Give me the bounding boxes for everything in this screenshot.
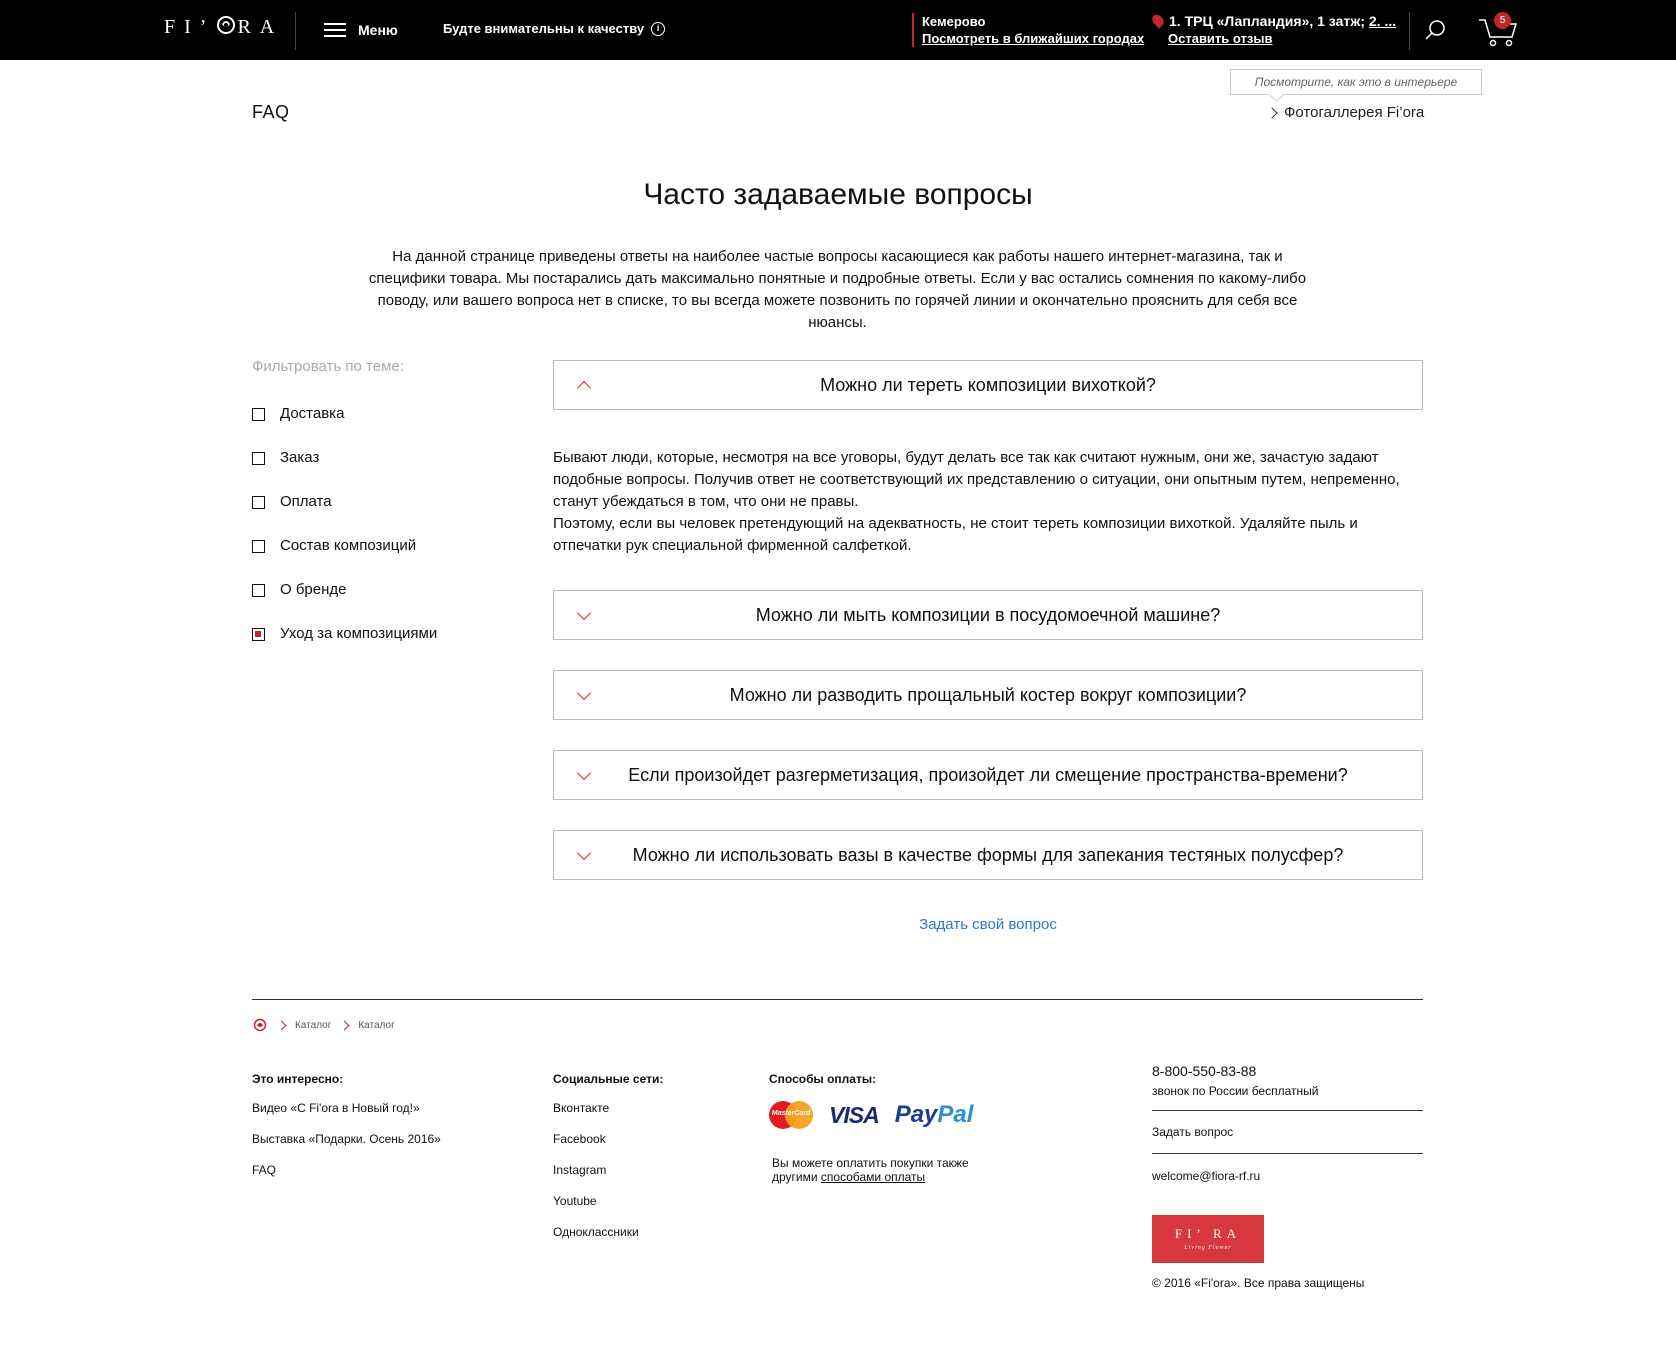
review-link[interactable]: Оставить отзыв — [1168, 31, 1273, 46]
footer-divider — [252, 999, 1423, 1000]
quality-label: Будте внимательны к качеству — [443, 21, 645, 36]
chevron-right-icon — [1266, 107, 1277, 118]
filter-item-order[interactable] — [252, 449, 437, 493]
store-block — [1153, 13, 1396, 47]
checkbox-checked[interactable] — [252, 628, 265, 641]
header-divider — [1409, 12, 1410, 50]
footer-contacts — [1152, 1063, 1423, 1290]
store-address: 1. ТРЦ «Лапландия», 1 затж; — [1169, 13, 1369, 29]
menu-button[interactable] — [324, 20, 398, 40]
answer-paragraph: Поэтому, если вы человек претендующий на адекватность, не стоит тереть композиции вихоткой. Удаляйте пыль и отпечатки рук специальной фирменной салфеткой. — [553, 515, 1358, 554]
payment-note: Вы можете оплатить покупки также другими способами оплаты — [772, 1156, 969, 1184]
phone-number[interactable]: 8-800-550-83-88 — [1152, 1063, 1257, 1079]
chevron-right-icon — [277, 1020, 287, 1030]
filter-label: Доставка — [280, 405, 345, 422]
gallery-link[interactable] — [1268, 104, 1424, 121]
checkbox[interactable] — [252, 408, 265, 421]
payment-methods-link[interactable]: способами оплаты — [820, 1170, 926, 1184]
question-text: Можно ли тереть композиции вихоткой? — [820, 374, 1156, 395]
footer-heading: Это интересно: — [252, 1072, 344, 1086]
question-text: Если произойдет разгерметизация, произойдет ли смещение пространства-времени? — [628, 764, 1348, 785]
visa-logo: VISA — [829, 1101, 879, 1128]
checkbox[interactable] — [252, 584, 265, 597]
question-text: Можно ли использовать вазы в качестве формы для запекания тестяных полусфер? — [632, 844, 1344, 865]
footer-payment — [769, 1072, 973, 1184]
filter-item-composition[interactable] — [252, 537, 437, 581]
faq-question[interactable] — [553, 360, 1423, 410]
filter-label: Заказ — [280, 449, 320, 466]
footer-logo[interactable]: FI’ RA Living Flower — [1152, 1215, 1264, 1263]
info-icon[interactable]: i — [651, 22, 665, 36]
filter-item-brand[interactable] — [252, 581, 437, 625]
hamburger-icon — [324, 23, 346, 37]
filter-label: Состав композиций — [280, 537, 417, 554]
answer-paragraph: Бывают люди, которые, несмотря на все уговоры, будут делать все так как считают нужным, они же, зачастую задают подобные вопросы. Получив ответ не соответствующий их представлению о ситуации, они опытным путем, непременно, станут убеждаться в том, что они не правы. — [553, 449, 1400, 510]
interior-tooltip: Посмотрите, как это в интерьере — [1230, 69, 1482, 95]
map-pin-icon — [1150, 12, 1166, 28]
footer-link[interactable]: Выставка «Подарки. Осень 2016» — [252, 1132, 441, 1146]
chevron-right-icon — [340, 1020, 350, 1030]
footer-ask-question[interactable]: Задать вопрос — [1152, 1111, 1423, 1154]
more-stores-link[interactable]: 2. ... — [1368, 13, 1397, 29]
payment-logos — [769, 1101, 973, 1129]
quality-notice[interactable] — [443, 21, 665, 36]
intro-text: На данной странице приведены ответы на наиболее частые вопросы касающиеся как работы нашего интернет-магазина, так и специфики товара. Мы постарались дать максимально понятные и подробные ответы. Если у вас остались сомнения по какому-либо поводу, или вашего вопроса нет в списке, то вы всегда можете позвонить по горячей линии и окончательно прояснить для себя все нюансы. — [368, 248, 1307, 331]
social-link-ok[interactable]: Одноклассники — [553, 1225, 639, 1239]
menu-label: Меню — [358, 22, 398, 38]
faq-question[interactable] — [553, 590, 1423, 640]
page-title: Часто задаваемые вопросы — [643, 178, 1033, 211]
social-link-vk[interactable]: Вконтакте — [553, 1101, 610, 1115]
footer-heading: Способы оплаты: — [769, 1072, 877, 1086]
ask-question-link[interactable]: Задать свой вопрос — [919, 916, 1057, 933]
rose-icon — [215, 14, 237, 36]
footer-breadcrumb — [252, 1018, 395, 1032]
nearby-cities-link[interactable]: Посмотреть в ближайших городах — [922, 31, 1145, 46]
city-name: Кемерово — [922, 14, 986, 29]
breadcrumb-link[interactable]: Каталог — [358, 1019, 395, 1031]
faq-answer — [553, 447, 1423, 557]
city-block — [912, 13, 1144, 47]
header-divider — [295, 12, 296, 50]
faq-question[interactable] — [553, 670, 1423, 720]
filter-item-payment[interactable] — [252, 493, 437, 537]
footer-link[interactable]: Видео «С Fi'ora в Новый год!» — [252, 1101, 420, 1115]
footer-interesting — [252, 1072, 441, 1194]
mastercard-logo: MasterCard — [769, 1101, 813, 1129]
home-rose-icon[interactable] — [252, 1018, 268, 1032]
checkbox[interactable] — [252, 540, 265, 553]
breadcrumb-link[interactable]: Каталог — [295, 1019, 332, 1031]
footer-heading: Социальные сети: — [553, 1072, 664, 1086]
social-link-youtube[interactable]: Youtube — [553, 1194, 597, 1208]
filter-title: Фильтровать по теме: — [252, 358, 404, 375]
search-icon[interactable] — [1424, 19, 1446, 41]
cart-count-badge: 5 — [1494, 12, 1511, 29]
copyright: © 2016 «Fi'ora». Все права защищены — [1152, 1276, 1365, 1290]
question-text: Можно ли мыть композиции в посудомоечной машине? — [755, 604, 1221, 625]
phone-note: звонок по России бесплатный — [1152, 1084, 1423, 1111]
email-link[interactable]: welcome@fiora-rf.ru — [1152, 1169, 1261, 1183]
filter-label: Уход за композициями — [280, 625, 438, 642]
social-link-instagram[interactable]: Instagram — [553, 1163, 607, 1177]
checkbox[interactable] — [252, 496, 265, 509]
filter-item-care[interactable] — [252, 625, 437, 669]
filter-list — [252, 405, 437, 669]
top-header — [0, 0, 1676, 60]
page-breadcrumb: FAQ — [252, 102, 290, 122]
filter-label: О бренде — [280, 581, 347, 598]
brand-logo[interactable]: FI’ RA — [164, 16, 284, 38]
filter-label: Оплата — [280, 493, 332, 510]
footer-social — [553, 1072, 663, 1256]
footer-link[interactable]: FAQ — [252, 1163, 277, 1177]
paypal-logo: PayPal — [894, 1101, 974, 1128]
faq-question[interactable] — [553, 750, 1423, 800]
checkbox[interactable] — [252, 452, 265, 465]
question-text: Можно ли разводить прощальный костер вокруг композиции? — [729, 684, 1247, 705]
social-link-facebook[interactable]: Facebook — [553, 1132, 606, 1146]
gallery-link-label: Фотогаллерея Fi’ora — [1284, 104, 1425, 121]
faq-question[interactable] — [553, 830, 1423, 880]
filter-item-delivery[interactable] — [252, 405, 437, 449]
